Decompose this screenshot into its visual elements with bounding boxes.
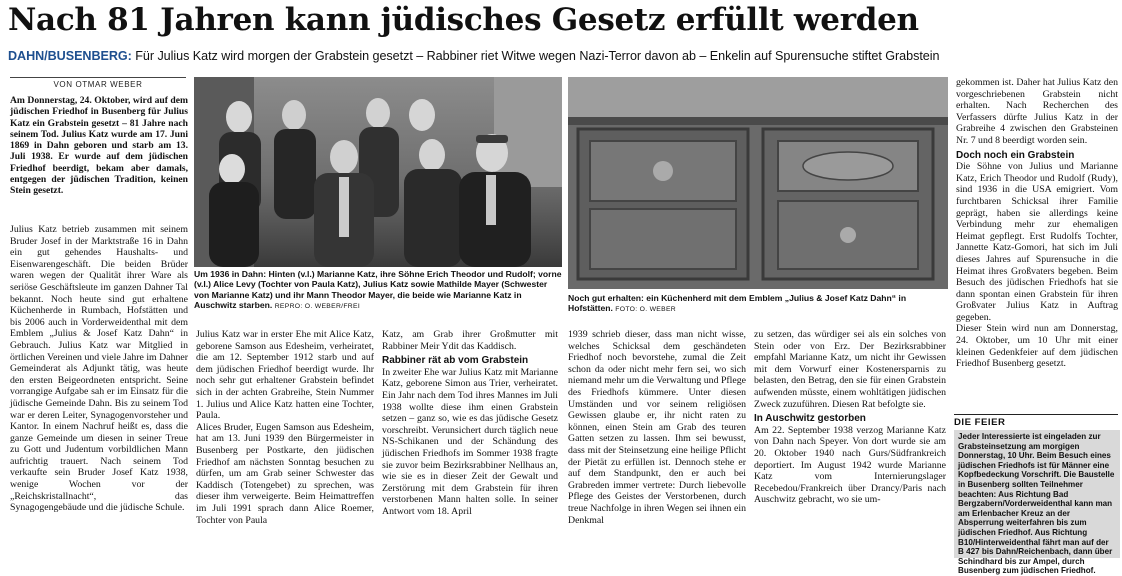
feier-info-box (954, 430, 1120, 576)
feier-box-text: Jeder Interessierte ist eingeladen zur Grabsteinsetzung am morgigen Donnerstag, 10 Uhr. Beim Besuch eines jüdischen Friedhofs ist für Männer eine Kopfbedeckung Vorschrift. Die Baustelle in Busenberg sollten Teilnehmer beachten: Aus Richtung Bad Bergzabern/Vorderweidenthal kann man am Erlenbacher Kreuz an der Absperrung weiterfahren bis zum jüdischen Friedhof. Aus Richtung B10/Hinterweidenthal fährt man auf der B 427 bis Dahn/Reichenbach, dann über Schindhard bis zur Ampel, durch Busenberg zum jüdischen Friedhof. (958, 432, 1115, 576)
family-photo-caption (194, 269, 562, 321)
col6-paragraph-2: Die Söhne von Julius und Marianne Katz, Erich Theodor und Rudolf (Rudy), sind 1936 in die USA emigriert. Vom furchtbaren Schicksal ihrer Familie geprägt, haben sie allerdings keine Verbindung mehr zur ehemaligen Heimat gepflegt. Erst Rudolfs Tochter, Jannette Katz-Gomori, hat sich im Juli dieses Jahres auf Spurensuche in die Heimat ihres Großvaters begeben. Beim Besuch des jüdischen Friedhofs hat sie dann spontan einen Grabstein für ihren Großvater Julius Katz in Auftrag gegeben. (956, 161, 1118, 323)
stove-photo-caption (568, 293, 948, 323)
stove-photo-credit: FOTO: O. WEBER (615, 306, 677, 314)
col3-paragraph-2: In zweiter Ehe war Julius Katz mit Marianne Katz, geborene Simon aus Trier, verheiratet. Ein Jahr nach dem Tod ihres Mannes im Juli 1938 wollte diese ihm einen Grabstein setzen – ganz so, wie es das jüdische Gesetz vorschreibt. Verunsichert durch täglich neue NS-Schikanen und der Schändung des jüdischen Friedhofs im Sommer 1938 fragte sie zuvor beim Bezirksrabbiner Nellhaus an, wie sie es in dieser Zeit der Gewalt und Zerstörung mit dem Grabstein für ihren verstorbenen Mann halten solle. In seiner Antwort vom 18. April (382, 366, 559, 517)
stove-photo-image (568, 77, 948, 289)
column-6 (956, 77, 1118, 411)
family-photo (194, 77, 562, 267)
col6-subhead: Doch noch ein Grabstein (956, 149, 1075, 161)
column-5 (754, 329, 946, 558)
col5-paragraph-2: Am 22. September 1938 verzog Marianne Katz von Dahn nach Speyer. Von dort wurde sie am 20. Oktober 1940 nach Gurs/Südfrankreich deportiert. Im August 1942 wurde Marianne Katz vom Internierungslager Recebedou/Frankreich über Drancy/Paris nach Auschwitz gebracht, wo sie um- (754, 424, 946, 506)
col2-paragraph-1: Julius Katz war in erster Ehe mit Alice Katz, geborene Samson aus Edesheim, verheiratet, die am 12. September 1912 starb und auf dem jüdischen Friedhof beerdigt wurde. Ihr noch sehr gut erhaltener Grabstein befindet sich in der achten Grabreihe, Stein Nummer 1. Julius und Alice Katz hatten eine Tochter, Paula. (196, 329, 374, 422)
col6-paragraph-1: gekommen ist. Daher hat Julius Katz den vorgeschriebenen Grabstein nicht erhalten. Nach Recherchen des Verfassers dürfte Julius Katz in der Grabreihe 4 zwischen den Grabsteinen Nr. 7 und 8 beerdigt worden sein. (956, 77, 1118, 146)
byline: VON OTMAR WEBER (10, 77, 186, 90)
family-photo-image (194, 77, 562, 267)
col5-paragraph-1: zu setzen, das würdiger sei als ein solches von Stein oder von Erz. Der Bezirksrabbiner empfahl Marianne Katz, um nicht ihr Gewissen mit dem Vorwurf einer Kostenersparnis zu belasten, den Betrag, den sie für einen Grabstein aufwenden müsste, einem wohltätigen jüdischen Zweck zuzuführen. Diesen Rat befolgte sie. (754, 329, 946, 410)
column-4 (568, 329, 746, 558)
lead-paragraph: Am Donnerstag, 24. Oktober, wird auf dem jüdischen Friedhof in Busenberg für Julius Katz ein Grabstein gesetzt – 81 Jahre nach seinem Tod. Julius Katz wurde am 17. Juni 1869 in Dahn geboren und starb am 13. Juli 1938. Er wurde auf dem jüdischen Friedhof beerdigt, bekam aber damals, entgegen der jüdischen Tradition, keinen Stein gesetzt. (10, 95, 188, 197)
col5-subhead: In Auschwitz gestorben (754, 413, 866, 425)
column-2 (196, 329, 374, 558)
col3-subhead: Rabbiner rät ab vom Grabstein (382, 355, 529, 367)
column-1 (10, 224, 188, 558)
subheadline (8, 49, 1118, 67)
col2-paragraph-2: Alices Bruder, Eugen Samson aus Edesheim, hat am 13. Juni 1939 den Bürgermeister in Busenberg per Postkarte, den jüdischen Friedhof am nächsten Sonntag besuchen zu dürfen, um am Grab seiner Schwester das Kaddisch (Totengebet) zu sprechen, was dieser ihm verweigerte. Beim Heimattreffen im Juli 1991 sprach dann Alice Roemer, Tochter von Paula (196, 421, 374, 526)
location-kicker: DAHN/BUSENBERG: (8, 49, 132, 63)
family-photo-caption-text: Um 1936 in Dahn: Hinten (v.l.) Marianne Katz, ihre Söhne Erich Theodor und Rudolf; vorne (v.l.) Alice Levy (Tochter von Paula Katz), Julius Katz sowie Mathilde Mayer (Schwester von Marianne Katz) und ihr Mann Theodor Mayer, die beide wie Marianne Katz in Auschwitz starben. (194, 269, 562, 311)
stove-photo (568, 77, 948, 289)
headline: Nach 81 Jahren kann jüdisches Gesetz erfüllt werden (8, 2, 919, 38)
col6-paragraph-3: Dieser Stein wird nun am Donnerstag, 24. Oktober, um 10 Uhr mit einer kleinen Gedenkfeier auf dem jüdischen Friedhof Busenberg gesetzt. (956, 323, 1118, 370)
column-3 (382, 329, 558, 558)
stove-photo-caption-text: Noch gut erhalten: ein Küchenherd mit dem Emblem „Julius & Josef Katz Dahn“ in Hofstätten. (568, 293, 907, 314)
feier-box-title: DIE FEIER (954, 414, 1118, 428)
col3-paragraph-1: Katz, am Grab ihrer Großmutter mit Rabbiner Meir Ydit das Kaddisch. (382, 329, 558, 352)
col1-paragraph: Julius Katz betrieb zusammen mit seinem Bruder Josef in der Marktstraße 16 in Dahn ein gut gehendes Haushalts- und Eisenwarengeschäft. Die beiden Brüder waren wegen der Qualität ihrer Ware als seriöse Geschäftsleute im ganzen Dahner Tal bekannt. Noch heute sind gut erhaltene Küchenherde in Rumbach, Hofstätten und bis 2006 auch in Vorderweidenthal mit dem Emblem „Julius & Josef Katz Dahn“ in Gebrauch. Julius Katz war Mitglied in örtlichen Vereinen und viele Jahre im Dahner Gemeinderat als Adjunkt tätig, was heute den ersten Beigeordneten entspricht. Seine vorrangige Aufgabe sah er im Einsatz für die jüdische Gemeinde Dahn. Bis zu seinem Tod war er deren Leiter, Synagogenvorsteher und Kantor. In einem Nachruf heißt es, dass die ganze Gemeinde um diesen in seiner Treue zu Gott und Judentum vorbildlichen Mann aufrichtig trauert. Nach seinem Tod verkaufte sein Bruder Josef Katz 1938, wenige Wochen vor der „Reichskristallnacht“, das Synagogengebäude und die jüdische Schule. (10, 224, 188, 514)
family-photo-credit: REPRO: O. WEBER/FREI (274, 303, 361, 311)
subheadline-text: Für Julius Katz wird morgen der Grabstein gesetzt – Rabbiner riet Witwe wegen Nazi-Terror davon ab – Enkelin auf Spurensuche stiftet Grabstein (135, 49, 940, 63)
col4-paragraph: 1939 schrieb dieser, dass man nicht wisse, welches Schicksal dem geschändeten Friedhof noch bevorstehe, zumal die Zeit schon da oder nicht mehr fern sei, wo sich niemand mehr um die Verwaltung und Pflege des Friedhofs kümmere. Unter diesen Umständen und vor seinem religiösen Gewissen glaube er, ihr nicht raten zu können, einen Stein am Grab des teuren Gatten setzen zu lassen. Ihm sei bewusst, dass mit der Steinsetzung eine heilige Pflicht der Pietät zu erfüllen ist. Dennoch stehe er auf dem Standpunkt, den er auch bei Grabreden immer vertrete: Durch liebevolle Pflege des Geistes der Verstorbenen, durch treue Nachfolge in ihren Wegen sei ihnen ein Denkmal (568, 329, 746, 526)
